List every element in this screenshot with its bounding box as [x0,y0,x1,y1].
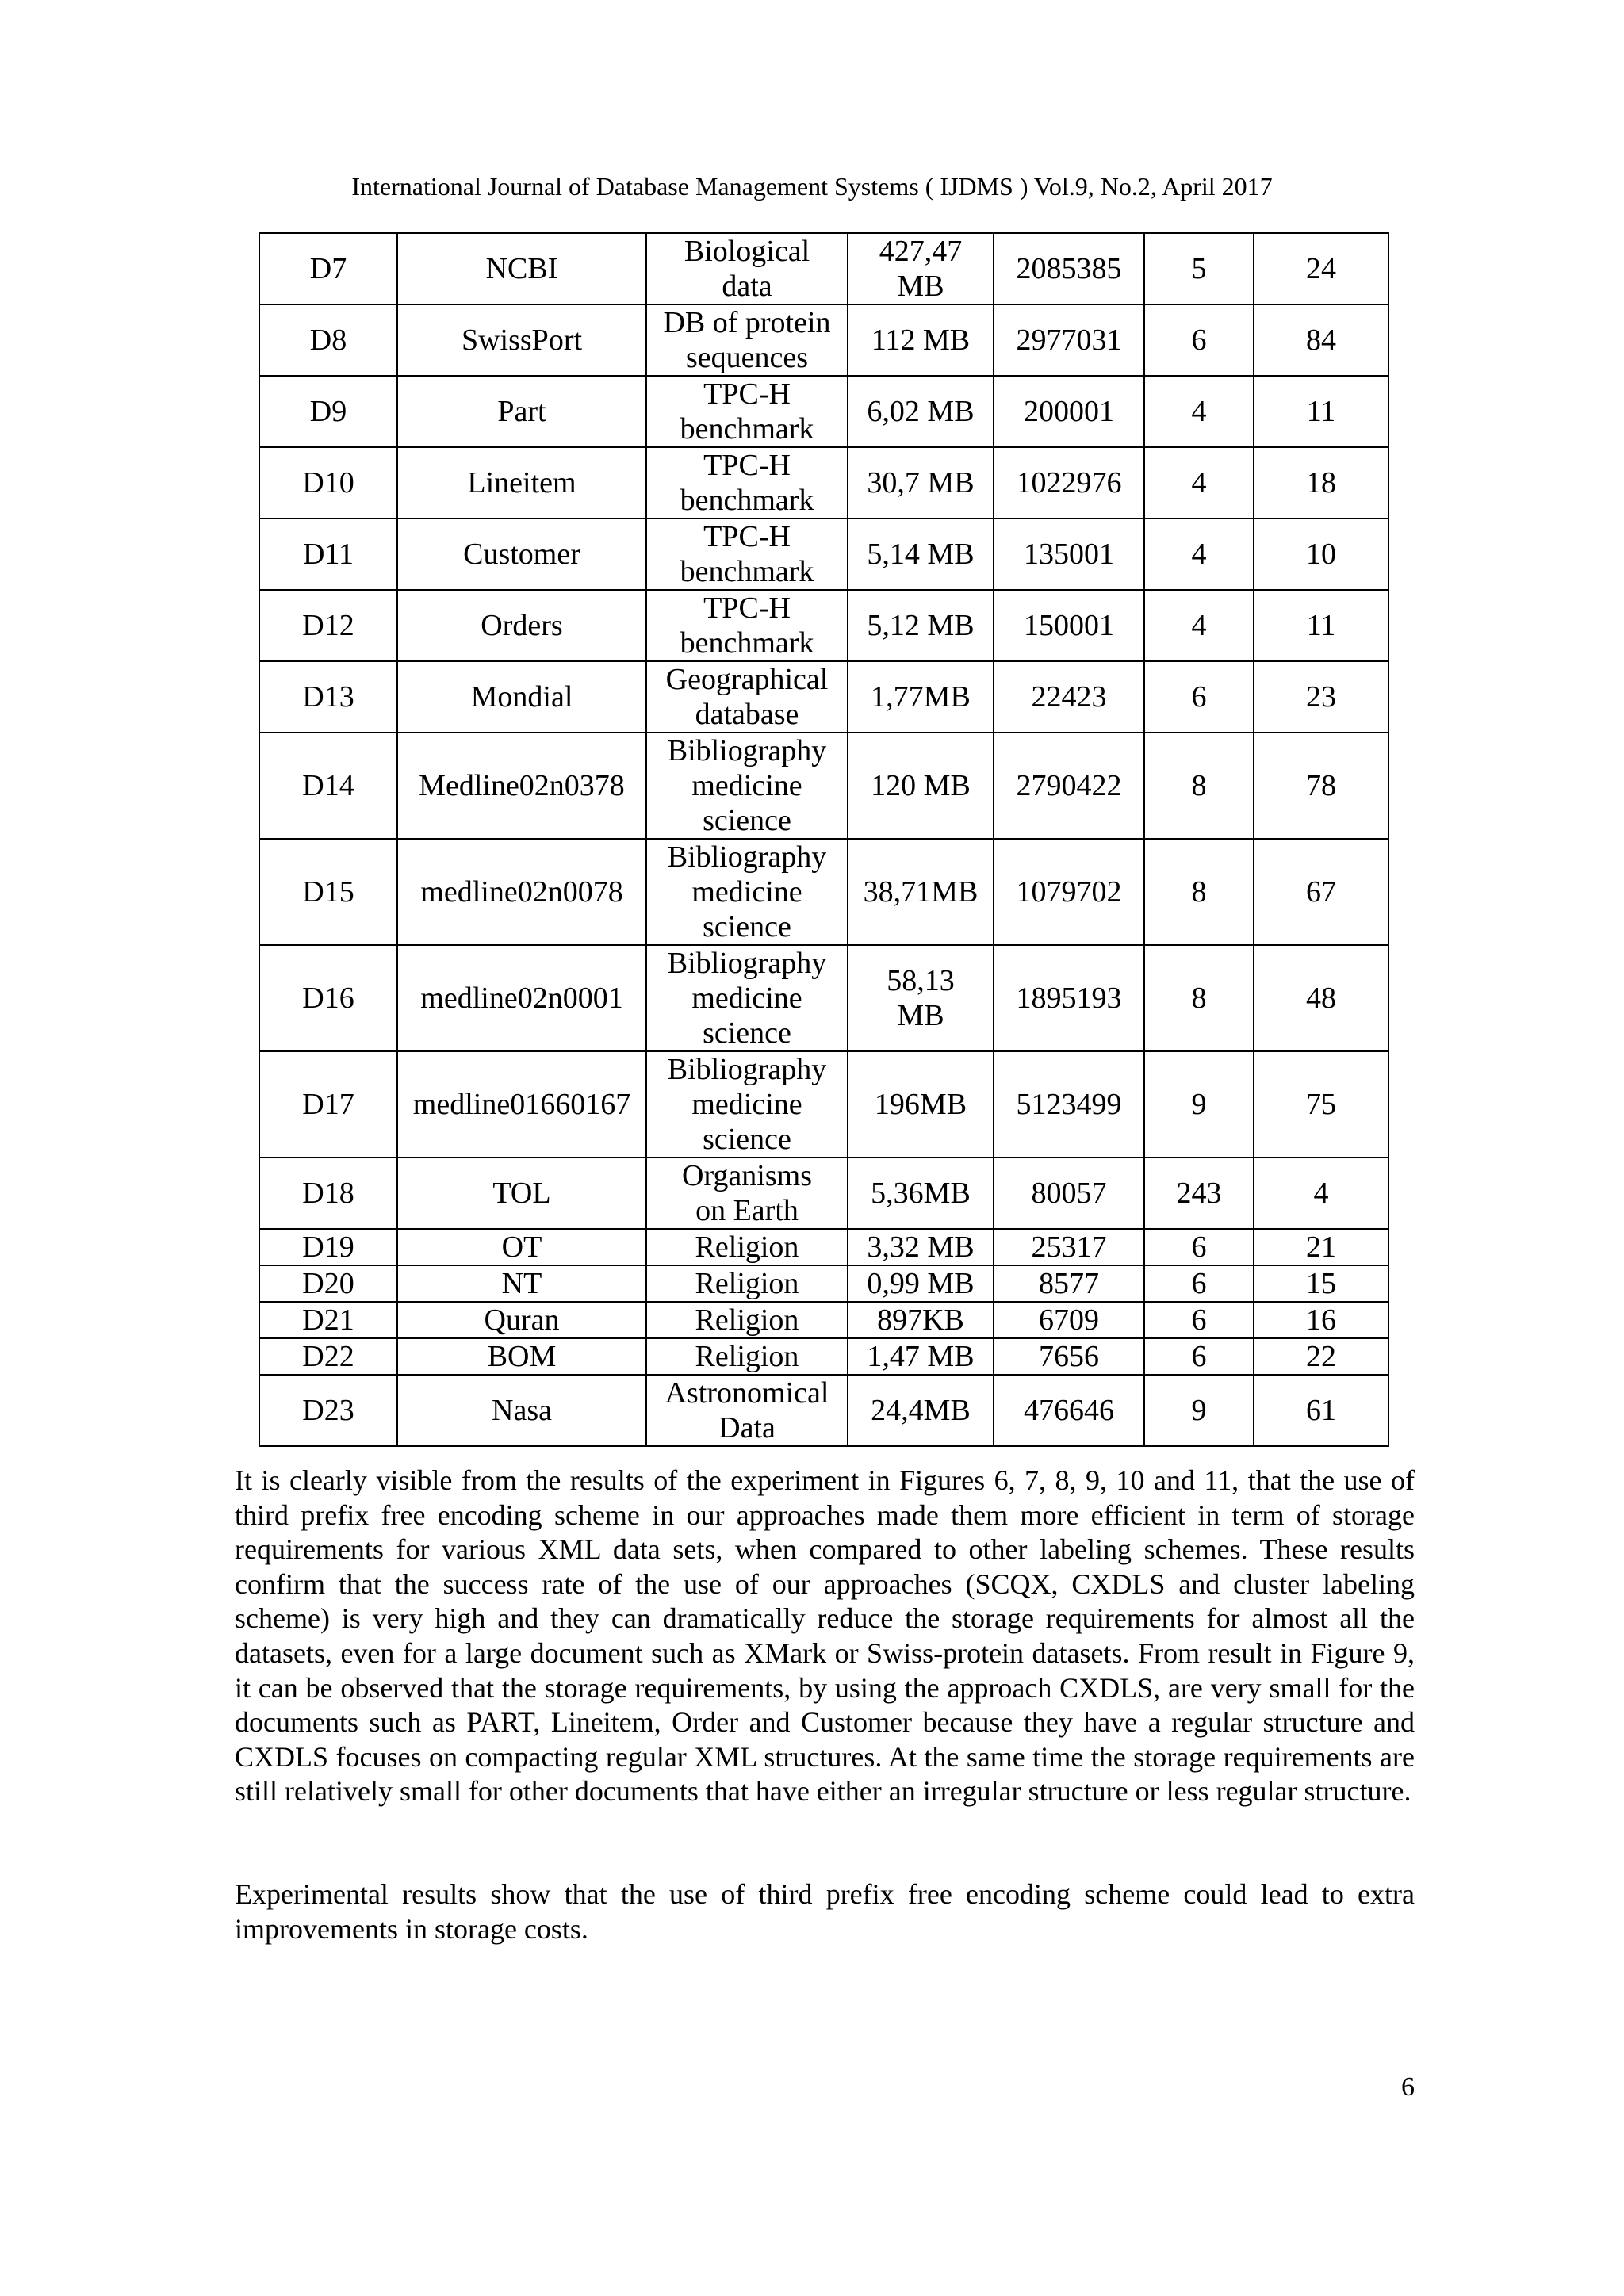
table-cell: D11 [259,519,397,590]
table-cell: 5,12 MB [848,590,994,661]
table-cell: Orders [397,590,646,661]
table-row [259,1338,1388,1375]
table-cell: D18 [259,1158,397,1229]
table-cell: 4 [1254,1158,1388,1229]
table-cell: 6 [1144,1302,1254,1338]
table-cell: D15 [259,839,397,945]
table-cell: 6709 [994,1302,1144,1338]
table-cell: TOL [397,1158,646,1229]
table-cell: Bibliography medicine science [646,733,848,839]
table-cell: 2977031 [994,304,1144,376]
table-cell: 243 [1144,1158,1254,1229]
table-cell: D20 [259,1265,397,1302]
table-cell: NCBI [397,233,646,304]
table-cell: 6 [1144,304,1254,376]
table-cell: Bibliography medicine science [646,1051,848,1158]
table-cell: 22 [1254,1338,1388,1375]
table-cell: D19 [259,1229,397,1265]
table-cell: 427,47 MB [848,233,994,304]
table-cell: 5123499 [994,1051,1144,1158]
table-cell: 897KB [848,1302,994,1338]
table-cell: 1022976 [994,447,1144,519]
table-row [259,1265,1388,1302]
table-cell: 6 [1144,1338,1254,1375]
table-cell: 15 [1254,1265,1388,1302]
table-cell: D9 [259,376,397,447]
table-cell: 10 [1254,519,1388,590]
table-cell: Religion [646,1338,848,1375]
table-cell: 48 [1254,945,1388,1051]
table-cell: TPC-H benchmark [646,519,848,590]
table-cell: 2085385 [994,233,1144,304]
table-cell: 24 [1254,233,1388,304]
dataset-table [259,232,1389,1447]
table-cell: Quran [397,1302,646,1338]
table-cell: 84 [1254,304,1388,376]
table-cell: 476646 [994,1375,1144,1446]
table-cell: Bibliography medicine science [646,945,848,1051]
table-cell: Organisms on Earth [646,1158,848,1229]
table-cell: 120 MB [848,733,994,839]
table-cell: NT [397,1265,646,1302]
journal-header: International Journal of Database Management Systems ( IJDMS ) Vol.9, No.2, April 2017 [351,172,1273,201]
table-cell: medline02n0001 [397,945,646,1051]
table-cell: 23 [1254,661,1388,733]
page-number: 6 [1401,2072,1415,2102]
table-row [259,733,1388,839]
table-cell: D21 [259,1302,397,1338]
table-row [259,1051,1388,1158]
table-cell: 112 MB [848,304,994,376]
table-cell: D12 [259,590,397,661]
table-row [259,945,1388,1051]
table-cell: 1895193 [994,945,1144,1051]
table-cell: medline01660167 [397,1051,646,1158]
table-cell: Lineitem [397,447,646,519]
table-cell: 0,99 MB [848,1265,994,1302]
table-row [259,1158,1388,1229]
table-row [259,590,1388,661]
table-cell: Astronomical Data [646,1375,848,1446]
table-cell: medline02n0078 [397,839,646,945]
table-row [259,839,1388,945]
table-cell: Geographical database [646,661,848,733]
table-cell: Bibliography medicine science [646,839,848,945]
table-cell: D17 [259,1051,397,1158]
table-cell: TPC-H benchmark [646,376,848,447]
table-cell: 80057 [994,1158,1144,1229]
table-cell: Religion [646,1265,848,1302]
table-cell: 9 [1144,1051,1254,1158]
table-row [259,447,1388,519]
table-cell: 8 [1144,733,1254,839]
table-cell: 7656 [994,1338,1144,1375]
table-cell: 58,13 MB [848,945,994,1051]
table-cell: Medline02n0378 [397,733,646,839]
table-cell: 67 [1254,839,1388,945]
table-row [259,304,1388,376]
body-paragraph-2: Experimental results show that the use of third prefix free encoding scheme could lead to extra improvements in storage costs. [235,1878,1415,1945]
table-cell: 8 [1144,945,1254,1051]
table-cell: 200001 [994,376,1144,447]
table-cell: D8 [259,304,397,376]
table-row [259,1229,1388,1265]
table-row [259,233,1388,304]
table-cell: TPC-H benchmark [646,447,848,519]
table-cell: 25317 [994,1229,1144,1265]
table-cell: 75 [1254,1051,1388,1158]
table-row [259,1375,1388,1446]
table-cell: DB of protein sequences [646,304,848,376]
table-cell: 1,47 MB [848,1338,994,1375]
table-cell: 16 [1254,1302,1388,1338]
table-cell: 1,77MB [848,661,994,733]
table-cell: 5 [1144,233,1254,304]
table-cell: 5,36MB [848,1158,994,1229]
table-cell: 1079702 [994,839,1144,945]
table-cell: 78 [1254,733,1388,839]
table-cell: 18 [1254,447,1388,519]
table-cell: 38,71MB [848,839,994,945]
table-cell: 135001 [994,519,1144,590]
table-cell: Religion [646,1229,848,1265]
table-cell: D7 [259,233,397,304]
body-paragraph-1: It is clearly visible from the results of the experiment in Figures 6, 7, 8, 9, 10 and 11, that the use of third prefix free encoding scheme in our approaches made them more efficient in term of storage requirements for various XML data sets, when compared to other labeling schemes. These results confirm that the success rate of the use of our approaches (SCQX, CXDLS and cluster labeling scheme) is very high and they can dramatically reduce the storage requirements for almost all the datasets, even for a large document such as XMark or Swiss-protein datasets. From result in Figure 9, it can be observed that the storage requirements, by using the approach CXDLS, are very small for the documents such as PART, Lineitem, Order and Customer because they have a regular structure and CXDLS focuses on compacting regular XML structures. At the same time the storage requirements are still relatively small for other documents that have either an irregular structure or less regular structure. [235,1464,1415,1808]
table-cell: 6 [1144,1265,1254,1302]
table-cell: 6 [1144,661,1254,733]
table-cell: 4 [1144,590,1254,661]
table-cell: 21 [1254,1229,1388,1265]
table-cell: 24,4MB [848,1375,994,1446]
table-cell: 196MB [848,1051,994,1158]
table-cell: 6,02 MB [848,376,994,447]
table-cell: Customer [397,519,646,590]
table-cell: 6 [1144,1229,1254,1265]
table-cell: 22423 [994,661,1144,733]
table-cell: Part [397,376,646,447]
table-cell: OT [397,1229,646,1265]
table-cell: 4 [1144,519,1254,590]
table-cell: Biological data [646,233,848,304]
table-row [259,376,1388,447]
table-cell: D13 [259,661,397,733]
table-cell: 11 [1254,376,1388,447]
table-cell: Nasa [397,1375,646,1446]
table-cell: Religion [646,1302,848,1338]
table-cell: D23 [259,1375,397,1446]
table-cell: D14 [259,733,397,839]
table-cell: 8577 [994,1265,1144,1302]
table-cell: 4 [1144,376,1254,447]
table-row [259,661,1388,733]
table-cell: 61 [1254,1375,1388,1446]
table-cell: 11 [1254,590,1388,661]
table-cell: D16 [259,945,397,1051]
table-row [259,1302,1388,1338]
table-cell: 9 [1144,1375,1254,1446]
table-cell: D22 [259,1338,397,1375]
table-cell: 4 [1144,447,1254,519]
table-cell: TPC-H benchmark [646,590,848,661]
table-cell: 3,32 MB [848,1229,994,1265]
table-row [259,519,1388,590]
table-cell: 5,14 MB [848,519,994,590]
table-cell: 8 [1144,839,1254,945]
table-cell: 2790422 [994,733,1144,839]
table-cell: D10 [259,447,397,519]
table-cell: Mondial [397,661,646,733]
table-cell: 150001 [994,590,1144,661]
table-cell: 30,7 MB [848,447,994,519]
table-cell: BOM [397,1338,646,1375]
table-cell: SwissPort [397,304,646,376]
